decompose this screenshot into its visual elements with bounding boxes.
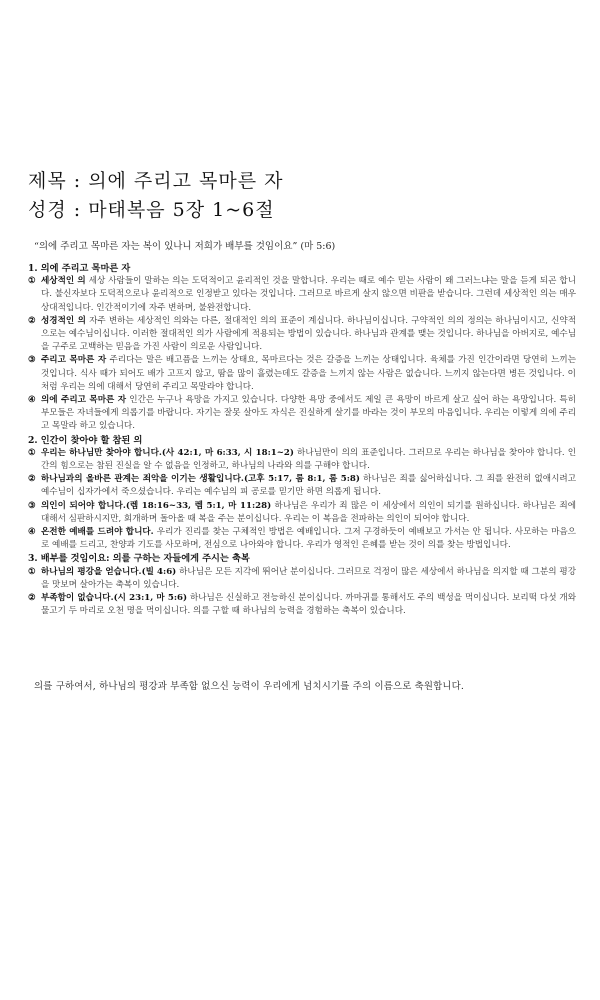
point-text [41,500,576,526]
point-lead: 의에 주리고 목마른 자 [41,395,127,406]
point-item [28,566,576,592]
sermon-body [28,262,576,618]
key-verse-quote: “의에 주리고 목마른 자는 복이 있나니 저희가 배부를 것임이요” (마 5:6) [34,241,336,252]
closing-prayer: 의를 구하여서, 하나님의 평강과 부족함 없으신 능력이 우리에게 넘치시기를 주의 이름으로 축원합니다. [34,681,465,692]
point-lead: 하나님의 평강을 얻습니다. [41,566,142,577]
point-number: ② [28,593,36,604]
point-text [41,526,576,552]
point-reference: (렘 18:16~33, 렘 5:1, 마 11:28) [125,500,272,511]
point-lead: 성경적인 의 [41,315,86,326]
point-text [41,315,576,355]
point-lead: 하나님과의 올바른 관계는 죄악을 이기는 생활입니다. [41,474,244,485]
point-number: ② [28,474,36,485]
point-item [28,275,576,315]
point-body: 우리가 진리를 찾는 구체적인 방법은 예배입니다. 그저 구경하듯이 예배보고 가서는 안 됩니다. 사모하는 마음으로 예배를 드리고, 찬양과 기도를 사모하며, 전심으로 나아와야 합니다. 우리가 영적인 은혜를 받는 것이 의를 찾는 방법입니다. [41,527,576,551]
section-title: 3. 배부를 것임이요: 의를 구하는 자들에게 주시는 축복 [28,553,250,565]
point-reference: (고후 5:17, 롬 8:1, 롬 5:8) [243,474,360,485]
point-item [28,447,576,473]
point-item [28,315,576,355]
point-number: ① [28,447,36,458]
point-text [41,473,576,499]
point-number: ③ [28,355,36,366]
point-number: ③ [28,500,36,511]
section-title: 1. 의에 주리고 목마른 자 [28,263,131,274]
point-lead: 의인이 되어야 합니다. [41,500,126,511]
point-text [41,354,576,394]
sermon-section [28,552,576,618]
point-item [28,526,576,552]
point-item [28,592,576,618]
point-body: 세상 사람들이 말하는 의는 도덕적이고 윤리적인 것을 말합니다. 우리는 때로 예수 믿는 사람이 왜 그러느냐는 말을 듣게 되곤 합니다. 불신자보다 도덕적으로나 윤리적으로 인정받고 있다는 것입니다. 그러므로 바르게 살지 않으면 비판을 받습니다. 그런데 세상적인 의는 매우 상대적입니다. 인간적이기에 자주 변하며, 불완전합니다. [41,276,577,313]
point-text [41,394,576,434]
point-body: 하나님은 모든 지각에 뛰어난 분이십니다. 그러므로 걱정이 많은 세상에서 하나님을 의지할 때 그분의 평강을 맛보며 살아가는 축복이 있습니다. [41,566,577,590]
point-body: 하나님만이 의의 표준입니다. 그러므로 우리는 하나님을 찾아야 합니다. 인간의 힘으로는 참된 진실을 알 수 없음을 인정하고, 하나님의 나라와 의를 구해야 합니다. [41,447,577,472]
point-number: ① [28,566,36,577]
point-item [28,500,576,526]
sermon-section [28,262,576,434]
point-lead: 부족함이 없습니다. [41,593,114,604]
point-body: 하나님은 신실하고 전능하신 분이십니다. 까마귀를 통해서도 주의 백성을 먹이십니다. 보리떡 다섯 개와 물고기 두 마리로 오천 명을 먹이십니다. 의를 구할 때 하나님의 능력을 경험하는 축복이 있습니다. [41,593,577,617]
section-title: 2. 인간이 찾아야 할 참된 의 [28,434,143,446]
point-item [28,473,576,499]
point-lead: 우리는 하나님만 찾아야 합니다. [41,447,162,458]
point-reference: (사 42:1, 마 6:33, 시 18:1~2) [161,447,294,458]
point-lead: 주리고 목마른 자 [41,355,107,366]
point-body: 인간은 누구나 욕망을 가지고 있습니다. 다양한 욕망 중에서도 제일 큰 욕망이 바르게 살고 싶어 하는 욕망입니다. 특히 부모들은 자녀들에게 의롭기를 바랍니다. 자기는 잘못 살아도 자식은 진실하게 살기를 바라는 것이 부모의 마음입니다. 우리는 이렇게 의에 주리고 목말라 하고 있습니다. [41,395,576,432]
point-number: ④ [28,527,36,538]
point-item [28,354,576,394]
point-number: ② [28,315,36,326]
point-text [41,566,576,592]
point-item [28,394,576,434]
point-body: 자주 변하는 세상적인 의와는 다른, 절대적인 의의 표준이 계십니다. 하나님이십니다. 구약적인 의의 정의는 하나님이시고, 신약적으로는 예수님이십니다. 이러한 절대적인 의가 사람에게 적용되는 방법이 있습니다. 하나님과 관계를 맺는 것입니다. 하나님을 아버지로, 예수님을 구주로 고백하는 믿음을 가진 사람이 의로운 사람입니다. [41,315,577,353]
point-text [41,592,576,618]
point-lead: 온전한 예배를 드려야 합니다. [41,527,154,538]
sermon-title: 제목 : 의에 주리고 목마른 자 [28,170,284,192]
sermon-section [28,434,576,553]
scripture-reference: 성경 : 마태복음 5장 1~6절 [28,199,275,221]
point-lead: 세상적인 의 [41,276,86,287]
point-reference: (빌 4:6) [141,566,177,577]
point-text [41,447,576,473]
point-number: ④ [28,395,36,406]
point-body: 하나님은 죄를 싫어하십니다. 그 죄를 완전히 없애시려고 예수님이 십자가에서 죽으셨습니다. 우리는 예수님의 피 공로를 믿기만 하면 의롭게 됩니다. [41,474,577,498]
point-body: 주리다는 말은 배고픔을 느끼는 상태요, 목마르다는 것은 갈증을 느끼는 상태입니다. 육체를 가진 인간이라면 당연히 느끼는 것입니다. 식사 때가 되어도 배가 고프지 않고, 땀을 많이 흘렸는데도 갈증을 느끼지 않는 사람은 없습니다. 느끼지 않는다면 병든 것입니다. 이처럼 우리는 의에 대해서 당연히 주리고 목말라야 합니다. [41,355,576,392]
point-text [41,275,576,315]
point-body: 하나님은 우리가 죄 많은 이 세상에서 의인이 되기를 원하십니다. 하나님은 죄에 대해서 심판하시지만, 회개하며 돌아올 때 복을 주는 분이십니다. 우리는 이 복음을 전파하는 의인이 되어야 합니다. [41,500,576,524]
point-reference: (시 23:1, 마 5:6) [113,593,188,604]
point-number: ① [28,276,36,287]
